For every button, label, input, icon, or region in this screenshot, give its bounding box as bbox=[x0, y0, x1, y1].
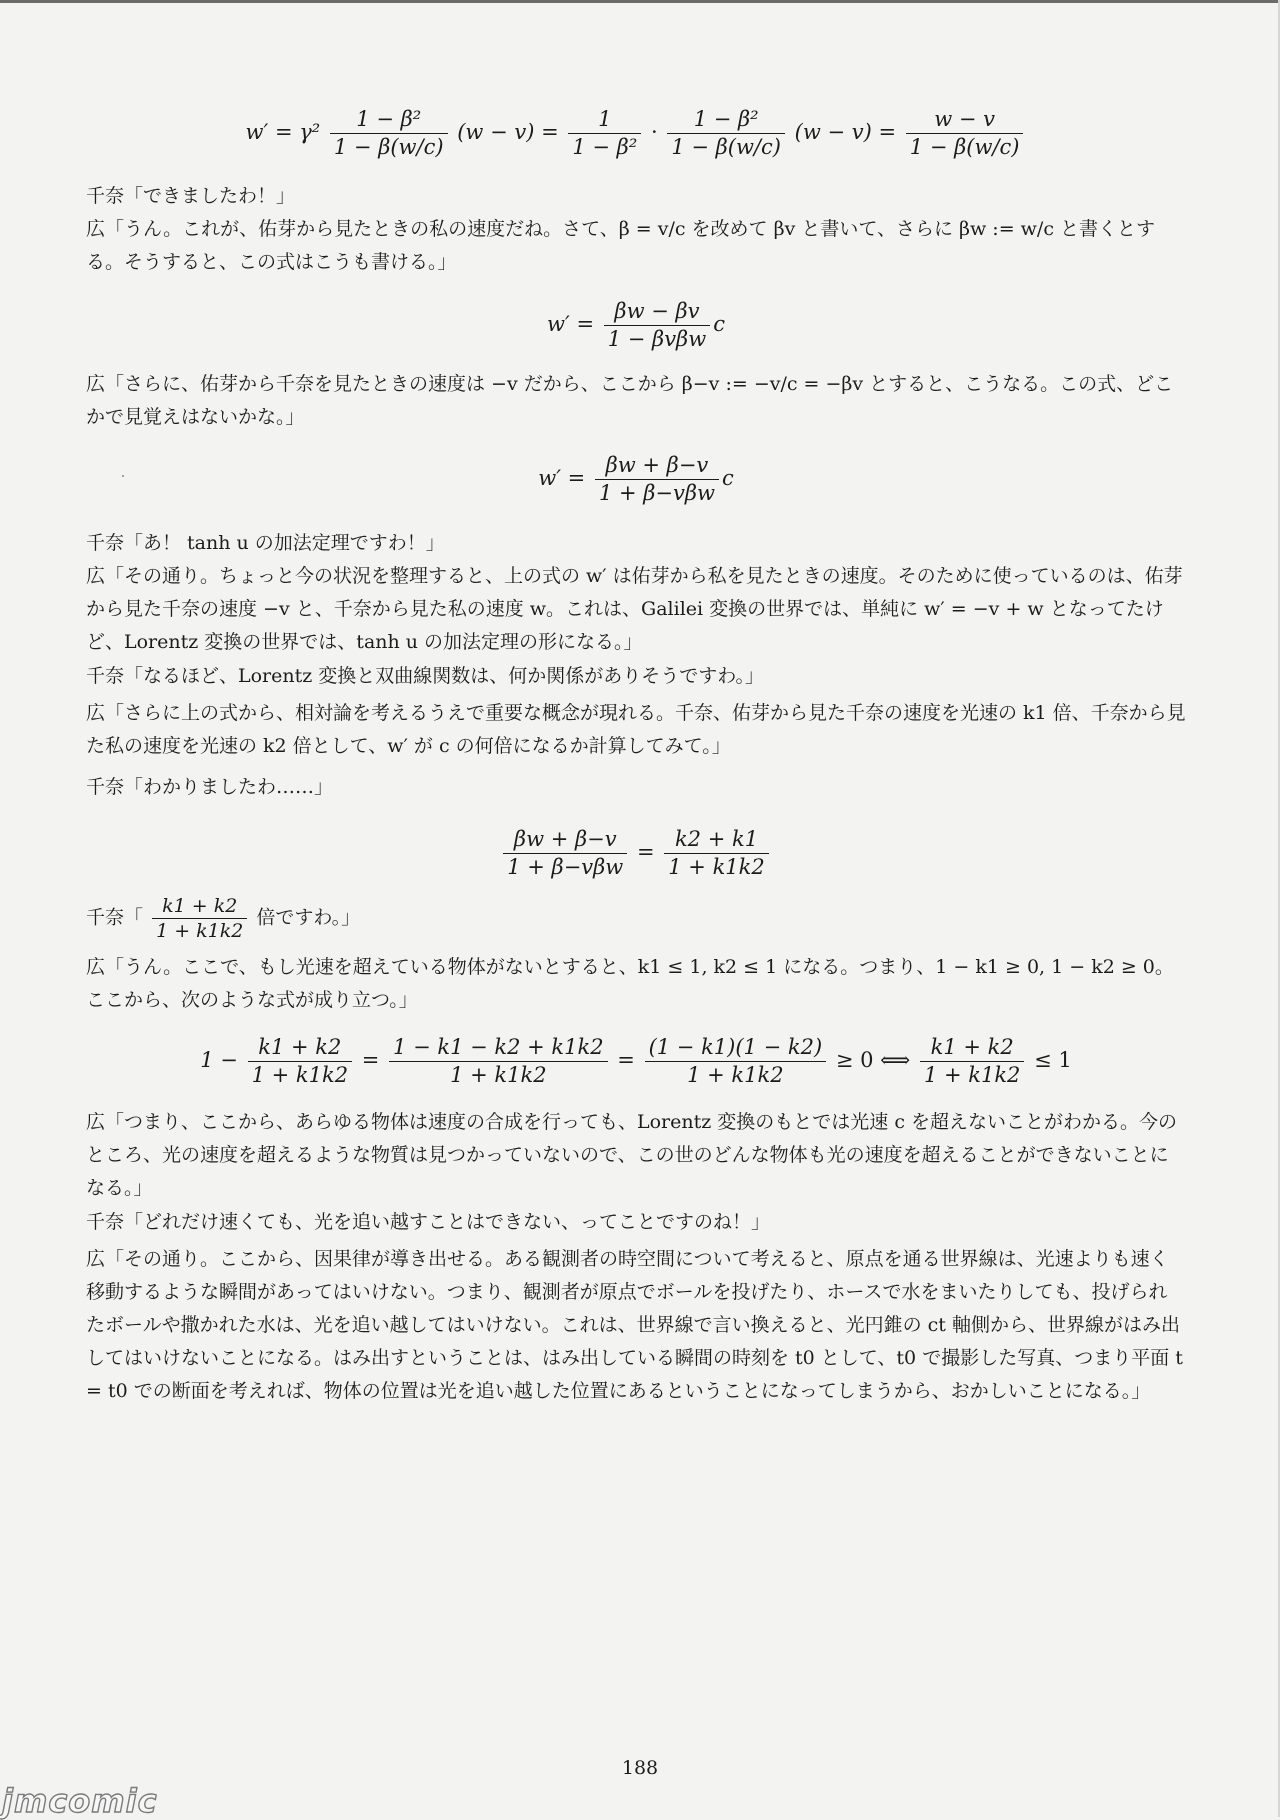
eq1-frac2: $\frac{1}{\text{1 − β²}}$ bbox=[568, 106, 641, 161]
eq4-frac-left: $\frac{\beta w + \beta-v}{\text{1 + β−vβw}}$ bbox=[503, 826, 627, 881]
dialogue-line-fraction: 千奈「 $\frac{k1 + k2}{1 + k1k2}$ 倍ですわ。」 bbox=[86, 895, 361, 942]
eq4-frac-right: $\frac{k2 + k1}{1 + k1k2}$ bbox=[664, 826, 768, 881]
eq1-mid2: (w − v) = bbox=[794, 120, 897, 144]
eq1-lhs: w′ = γ² bbox=[245, 120, 321, 144]
dialogue-line: 広「つまり、ここから、あらゆる物体は速度の合成を行っても、Lorentz 変換のもとでは光速 c を超えないことがわかる。今のところ、光の速度を超えるような物質は見つかっていないので、この世のどんな物体も光の速度を超えることができないことになる。」 bbox=[86, 1111, 1178, 1199]
dialogue-line: 千奈「あ！ tanh u の加法定理ですわ！」 bbox=[86, 532, 445, 554]
equation-beta-sum: w′ = $\frac{\beta w + \beta-v}{\text{1 + β−vβw}}$ c bbox=[538, 453, 734, 505]
equation-beta-difference: w′ = $\frac{\beta w - \beta v}{\text{1 − βvβw}}$ c bbox=[547, 299, 725, 351]
watermark-logo: jmcomic bbox=[2, 1782, 158, 1820]
dialogue-line: 千奈「なるほど、Lorentz 変換と双曲線関数は、何か関係がありそうですわ。」 bbox=[86, 665, 765, 687]
eq2-frac: $\frac{\beta w - \beta v}{\text{1 − βvβw}}$ bbox=[604, 298, 710, 353]
dialogue-line: 広「うん。ここで、もし光速を超えている物体がないとすると、k1 ≤ 1, k2 ≤ 1 になる。つまり、1 − k1 ≥ 0, 1 − k2 ≥ 0。ここから、次のような式が成り立つ。」 bbox=[86, 956, 1174, 1011]
eq1-frac4: $\frac{w - v}{1 - \beta(w/c)}$ bbox=[906, 106, 1024, 161]
eq5-frac1: $\frac{k1 + k2}{1 + k1k2}$ bbox=[248, 1034, 352, 1089]
dialogue-line: 広「その通り。ちょっと今の状況を整理すると、上の式の w′ は佑芽から私を見たときの速度。そのために使っているのは、佑芽から見た千奈の速度 −v と、千奈から見た私の速度 w。これは、Galilei 変換の世界では、単純に w′ = −v + w となってたけど、Lorentz 変換の世界では、tanh u の加法定理の形になる。」 bbox=[86, 565, 1183, 653]
equation-k-ratio: $\frac{\beta w + \beta-v}{\text{1 + β−vβw}}$ = $\frac{k2 + k1}{1 + k1k2}$ bbox=[86, 826, 1186, 881]
eq1-frac1: $\frac{\text{1 − β²}}{1 - \beta(w/c)}$ bbox=[330, 106, 448, 161]
eq5-frac4: $\frac{k1 + k2}{1 + k1k2}$ bbox=[920, 1034, 1024, 1089]
eq5-frac3: $\frac{(1 - k1)(1 - k2)}{1 + k1k2}$ bbox=[645, 1034, 827, 1089]
eq1-dot: · bbox=[650, 120, 658, 144]
dialogue-line: 広「うん。これが、佑芽から見たときの私の速度だね。さて、β = v/c を改めて βv と書いて、さらに βw := w/c と書くとする。そうすると、この式はこうも書ける。」 bbox=[86, 218, 1156, 273]
equation-inequality: 1 − $\frac{k1 + k2}{1 + k1k2}$ = $\frac{1 - k1 - k2 + k1k2}{1 + k1k2}$ = $\frac{(1 - k1)(1 - k2)}{1 + k1k2}$ ≥ 0 ⟺ $\frac{k1 + k2}{1 + k1k2}$ ≤ 1 bbox=[200, 1035, 1072, 1087]
page-top-edge bbox=[0, 0, 1280, 3]
equation-velocity-transform bbox=[86, 106, 1186, 161]
dialogue-line: 千奈「できましたわ！」 bbox=[86, 185, 296, 207]
dialogue-line: 広「その通り。ここから、因果律が導き出せる。ある観測者の時空間について考えると、原点を通る世界線は、光速よりも速く移動するような瞬間があってはいけない。つまり、観測者が原点でボールを投げたり、ホースで水をまいたりしても、投げられたボールや撒かれた水は、光を追い越してはいけない。これは、世界線で言い換えると、光円錐の ct 軸側から、世界線がはみ出してはいけないことになる。はみ出すということは、はみ出している瞬間の時刻を t0 として、t0 で撮影した写真、つまり平面 t = t0 での断面を考えれば、物体の位置は光を追い越した位置にあるということになってしまうから、おかしいことになる。」 bbox=[86, 1248, 1183, 1402]
eq1-mid1: (w − v) = bbox=[457, 120, 559, 144]
page-number: 188 bbox=[621, 1757, 659, 1779]
dialogue-line: 千奈「わかりましたわ……」 bbox=[86, 776, 334, 798]
inline-fraction: $\frac{k1 + k2}{1 + k1k2}$ bbox=[152, 894, 247, 943]
dialogue-line: 広「さらに上の式から、相対論を考えるうえで重要な概念が現れる。千奈、佑芽から見た千奈の速度を光速の k1 倍、千奈から見た私の速度を光速の k2 倍として、w′ が c の何倍になるか計算してみて。」 bbox=[86, 702, 1186, 757]
eq1-frac3: $\frac{\text{1 − β²}}{1 - \beta(w/c)}$ bbox=[667, 106, 785, 161]
eq3-frac: $\frac{\beta w + \beta-v}{\text{1 + β−vβw}}$ bbox=[595, 452, 719, 507]
eq5-frac2: $\frac{1 - k1 - k2 + k1k2}{1 + k1k2}$ bbox=[389, 1034, 608, 1089]
dialogue-line: 広「さらに、佑芽から千奈を見たときの速度は −v だから、ここから β−v := −v/c = −βv とすると、こうなる。この式、どこかで見覚えはないかな。」 bbox=[86, 373, 1174, 428]
dialogue-line: 千奈「どれだけ速くても、光を追い越すことはできない、ってことですのね！」 bbox=[86, 1211, 771, 1233]
